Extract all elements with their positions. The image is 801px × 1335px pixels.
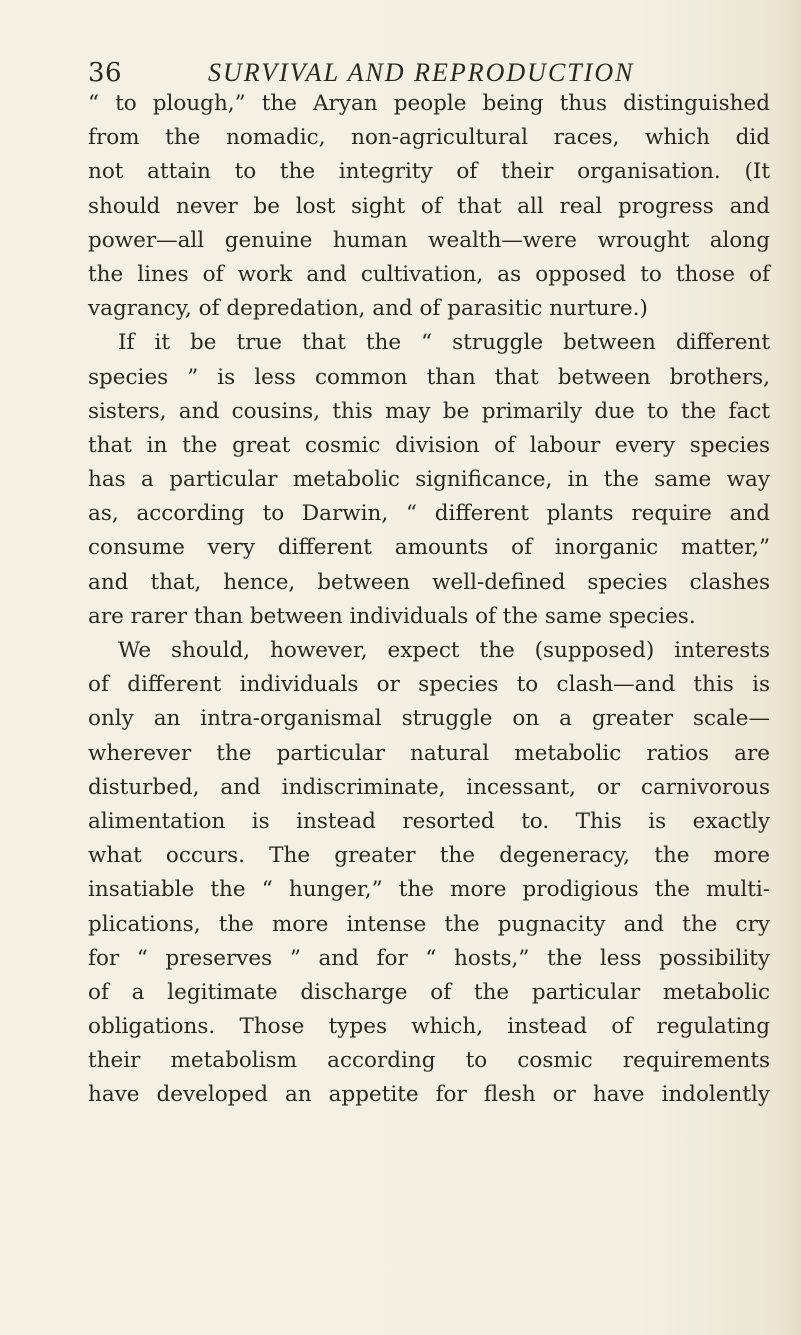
text-line: We should, however, expect the (supposed) interests — [118, 638, 770, 663]
text-line: the lines of work and cultivation, as opposed to those of — [88, 261, 770, 287]
text-line: not attain to the integrity of their organisation. (It — [88, 159, 770, 185]
text-line: that in the great cosmic division of labour every species — [88, 432, 770, 458]
text-line: power—all genuine human wealth—were wrought along — [88, 227, 770, 253]
text-line: plications, the more intense the pugnacity and the cry — [88, 911, 770, 937]
text-line: of different individuals or species to clash—and this is — [88, 672, 770, 698]
text-line: as, according to Darwin, “ different plants require and — [88, 501, 770, 527]
body-text — [88, 87, 770, 1113]
page-number: 36 — [88, 58, 123, 88]
text-line: sisters, and cousins, this may be primarily due to the fact — [88, 398, 770, 424]
text-line: insatiable the “ hunger,” the more prodigious the multi- — [88, 877, 770, 903]
running-head: SURVIVAL AND REPRODUCTION — [208, 58, 635, 87]
text-line: wherever the particular natural metabolic ratios are — [88, 740, 770, 766]
text-line: are rarer than between individuals of the same species. — [88, 603, 696, 629]
text-line: “ to plough,” the Aryan people being thus distinguished — [88, 91, 770, 116]
text-line: should never be lost sight of that all real progress and — [88, 193, 770, 219]
text-line: what occurs. The greater the degeneracy, the more — [88, 843, 770, 869]
text-line: from the nomadic, non-agricultural races, which did — [88, 125, 770, 151]
text-line: species ” is less common than that between brothers, — [88, 364, 770, 390]
text-line: alimentation is instead resorted to. This is exactly — [88, 808, 770, 834]
text-line: obligations. Those types which, instead of regulating — [88, 1014, 770, 1040]
text-line: of a legitimate discharge of the particular metabolic — [88, 979, 770, 1005]
text-line: disturbed, and indiscriminate, incessant, or carnivorous — [88, 774, 770, 800]
text-line: consume very different amounts of inorganic matter,” — [88, 535, 770, 561]
text-line: only an intra-organismal struggle on a greater scale— — [88, 706, 770, 732]
text-line: have developed an appetite for flesh or have indolently — [88, 1082, 770, 1108]
text-line: for “ preserves ” and for “ hosts,” the less possibility — [88, 945, 770, 971]
text-line: vagrancy, of depredation, and of parasitic nurture.) — [88, 296, 648, 322]
text-line: has a particular metabolic significance, in the same way — [88, 467, 770, 493]
text-line: and that, hence, between well-defined species clashes — [88, 569, 770, 595]
text-line: their metabolism according to cosmic requirements — [88, 1048, 770, 1074]
text-line: If it be true that the “ struggle between different — [118, 330, 770, 356]
